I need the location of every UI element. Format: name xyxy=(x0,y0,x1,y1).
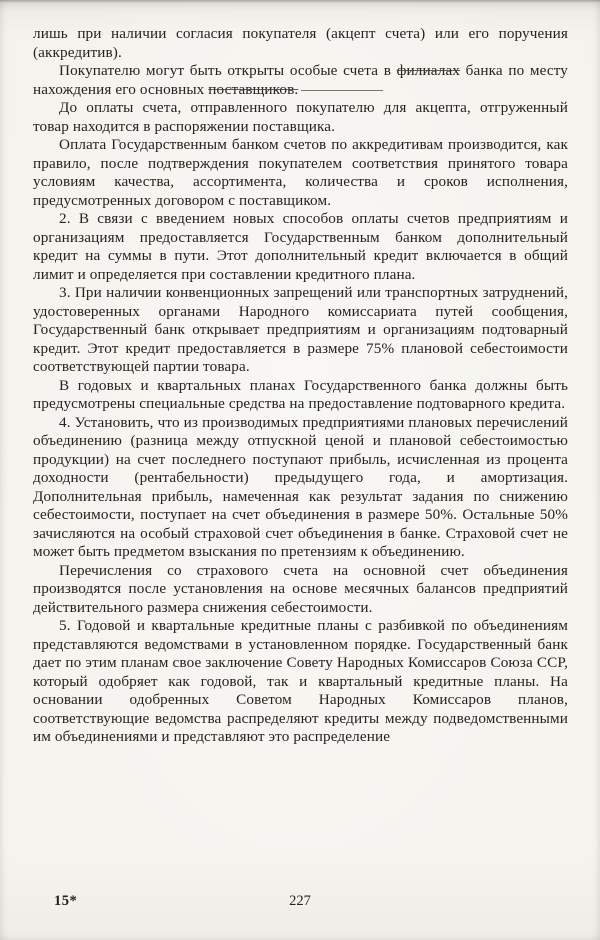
paragraph-item-2: 2. В связи с введением новых способов оплаты счетов предприятиям и организациям предоставляется Государственным банком дополнительный кредит на суммы в пути. Этот дополнительный кредит включается в общий лимит и определяется при составлении кредитного плана. xyxy=(33,210,568,283)
paragraph-item-5: 5. Годовой и квартальные кредитные планы с разбивкой по объединениям представляются ведомствами в установленном порядке. Государственный банк дает по этим планам свое заключение Совету Народных Комиссаров Союза ССР, который одобряет как годовой, так и квартальный кредитные планы. На основании одобренных Советом Народных Комиссаров планов, соответствующие ведомства распределяют кредиты между подведомственными им объединениями и представляют это распределение xyxy=(33,617,568,745)
pen-strike-word: филиалах xyxy=(396,62,461,79)
pen-strike-word: поставщиков. xyxy=(208,80,299,98)
page-footer xyxy=(33,893,567,915)
paragraph: Оплата Государственным банком счетов по аккредитивам производится, как правило, после подтверждения покупателем соответствия принятого товара условиям качества, ассортимента, количества и сроков исполнения, предусмотренных договором с поставщиком. xyxy=(33,136,568,209)
text-run: банка по месту нахождения его основных xyxy=(33,62,568,98)
paragraph-continuation: лишь при наличии согласия покупателя (акцепт счета) или его поручения (аккредитив). xyxy=(33,25,568,61)
page-number: 227 xyxy=(289,893,311,909)
text-run: Покупателю могут быть открыты особые счета в xyxy=(59,62,397,79)
paragraph-item-3: 3. При наличии конвенционных запрещений или транспортных затруднений, удостоверенных органами Народного комиссариата путей сообщения, Государственный банк открывает предприятиям и организациям подтоварный кредит. Этот кредит предоставляется в размере 75% плановой себестоимости соответствующей партии товара. xyxy=(33,284,568,375)
page-text xyxy=(33,25,568,887)
paragraph: До оплаты счета, отправленного покупателю для акцепта, отгруженный товар находится в распоряжении поставщика. xyxy=(33,99,568,135)
pen-mark-line xyxy=(301,90,383,91)
signature-mark: 15* xyxy=(54,893,78,909)
paragraph-item-4: 4. Установить, что из производимых предприятиями плановых перечислений объединению (разница между отпускной ценой и плановой себестоимостью продукции) на счет последнего поступают прибыль, исчисленная из процента доходности (рентабельности) предыдущего года, и амортизация. Дополнительная прибыль, намеченная как результат задания по снижению себестоимости, поступает на счет объединения в размере 50%. Остальные 50% зачисляются на особый страховой счет объединения в банке. Страховой счет не может быть предметом взыскания по претензиям к объединению. xyxy=(33,413,568,560)
paragraph: Перечисления со страхового счета на основной счет объединения производятся после установления на основе месячных балансов предприятий действительного размера снижения себестоимости. xyxy=(33,561,568,616)
paragraph: В годовых и квартальных планах Государственного банка должны быть предусмотрены специальные средства на предоставление подтоварного кредита. xyxy=(33,376,568,412)
paragraph xyxy=(33,62,568,99)
